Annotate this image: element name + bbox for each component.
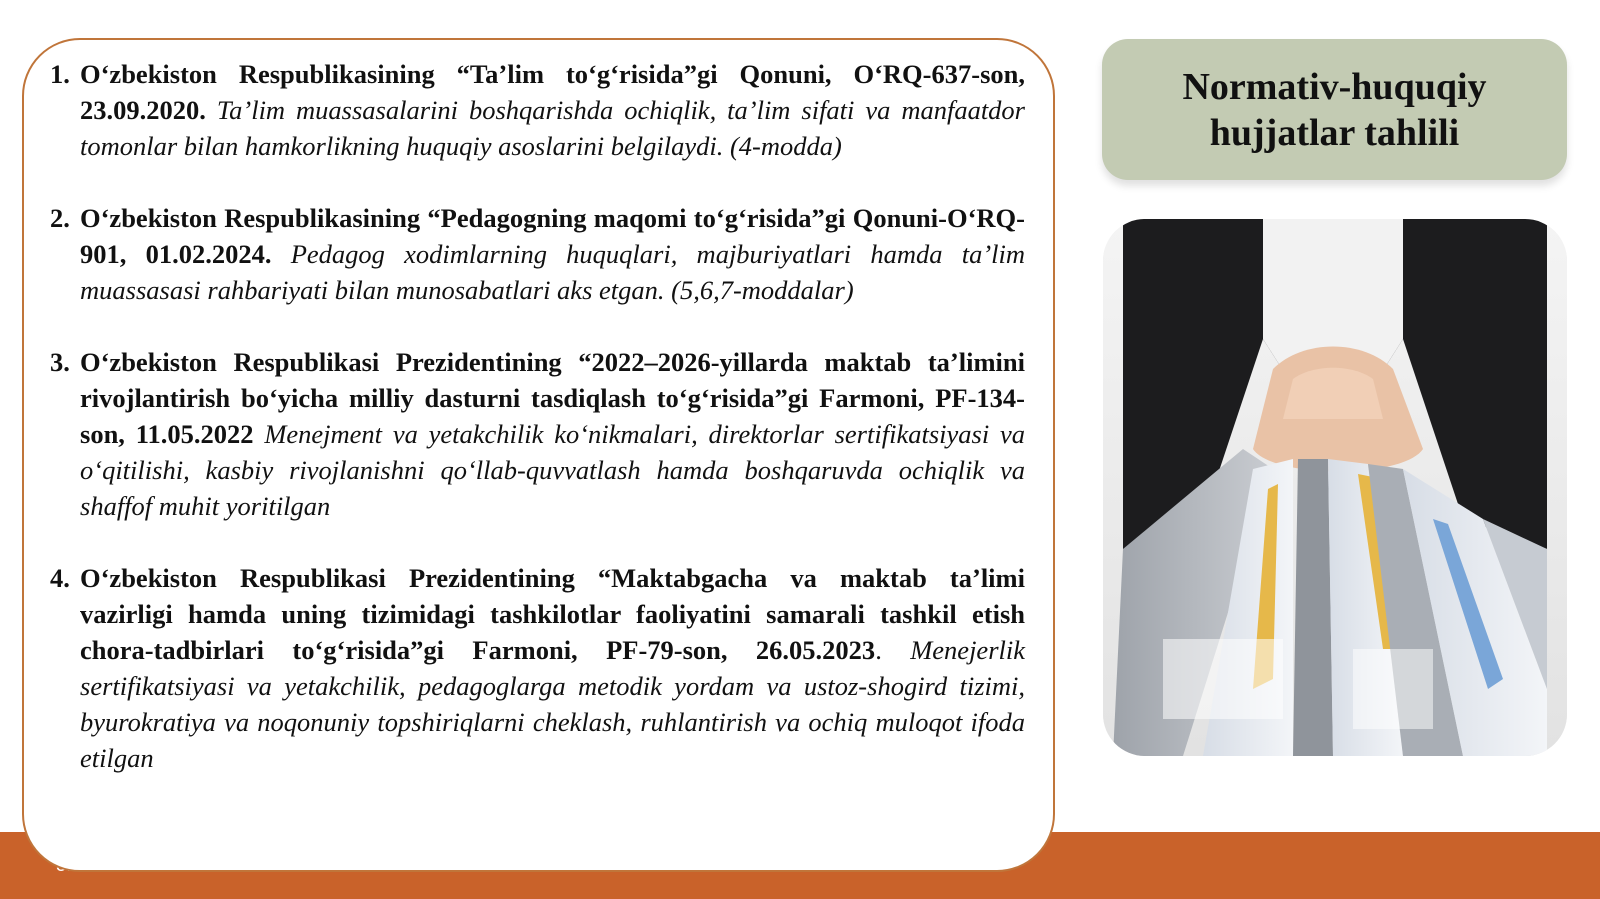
document-number: 2.	[50, 203, 70, 233]
document-description: Menejment va yetakchilik ko‘nikmalari, direktorlar sertifikatsiyasi va o‘qitilishi, kasbiy rivojlanishni qo‘llab-quvvatlash hamda boshqaruvda ochiqlik va shaffof muhit yoritilgan	[80, 419, 1025, 521]
document-description: Pedagog xodimlarning huquqlari, majburiyatlari hamda ta’lim muassasasi rahbariyati bilan munosabatlari aks etgan. (5,6,7-moddalar)	[80, 239, 1026, 305]
document-number: 3.	[50, 347, 70, 377]
slide-title-line-1: Normativ-huquqiy	[1182, 65, 1487, 108]
document-number: 1.	[50, 59, 70, 89]
document-item-3	[50, 344, 1025, 524]
document-title: O‘zbekiston Respublikasi Prezidentining “2022–2026-yillarda maktab ta’limini rivojlantirish bo‘yicha milliy dasturni tasdiqlash to‘g‘risida”gi Farmoni, PF-134-son, 11.05.2022	[80, 347, 1025, 449]
slide-title-line-2: hujjatlar tahlili	[1209, 111, 1460, 154]
binders-photo-icon	[1103, 219, 1567, 756]
document-description: Menejerlik sertifikatsiyasi va yetakchilik, pedagoglarga metodik yordam va ustoz-shogird tizimi, byurokratiya va noqonuniy topshiriqlarni cheklash, ruhlantirish va ochiq muloqot ifoda etilgan	[80, 635, 1025, 773]
documents-list	[50, 56, 1025, 812]
document-title: O‘zbekiston Respublikasining “Pedagogning maqomi to‘g‘risida”gi Qonuni-O‘RQ-901, 01.02.2024.	[80, 203, 1025, 269]
slide-title	[1102, 64, 1567, 156]
document-item-2	[50, 200, 1025, 308]
document-item-4	[50, 560, 1025, 776]
document-title: O‘zbekiston Respublikasi Prezidentining “Maktabgacha va maktab ta’limi vazirligi hamda uning tizimidagi tashkilotlar faoliyatini samarali tashkil etish chora-tadbirlari to‘g‘risida”gi Farmoni, PF-79-son, 26.05.2023	[80, 563, 1025, 665]
document-description: Ta’lim muassasalarini boshqarishda ochiqlik, ta’lim sifati va manfaatdor tomonlar bilan hamkorlikning huquqiy asoslarini belgilaydi. (4-modda)	[80, 95, 1025, 161]
document-title-suffix: .	[875, 635, 882, 665]
slide-title-box	[1102, 39, 1567, 180]
document-item-1	[50, 56, 1025, 164]
document-title: O‘zbekiston Respublikasining “Ta’lim to‘g‘risida”gi Qonuni, O‘RQ-637-son, 23.09.2020.	[80, 59, 1025, 125]
document-number: 4.	[50, 563, 70, 593]
